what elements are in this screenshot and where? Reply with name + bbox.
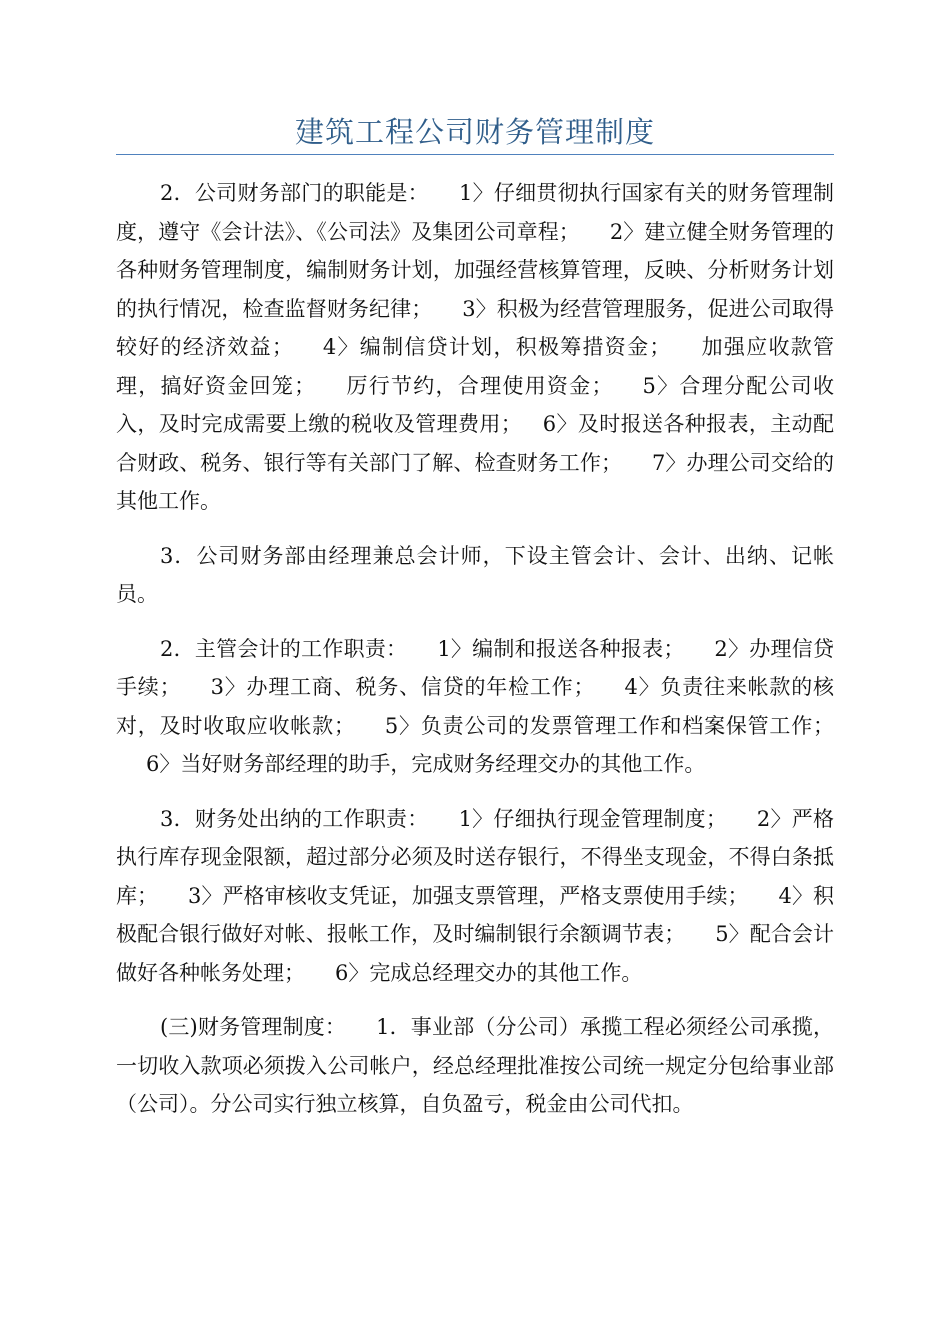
paragraph-finance-dept-functions bbox=[116, 174, 834, 521]
paragraph-lead: (三)财务管理制度： bbox=[160, 1015, 347, 1039]
paragraph-lead: 3．财务处出纳的工作职责： bbox=[160, 806, 429, 831]
list-item: 5〉配合会计做好各种帐务处理； bbox=[116, 922, 834, 985]
list-item: 2〉办理信贷手续； bbox=[116, 636, 834, 699]
list-item: 1〉编制和报送各种报表； bbox=[437, 636, 685, 661]
list-item: 1〉仔细执行现金管理制度； bbox=[458, 806, 727, 831]
list-item: 4〉积极配合银行做好对帐、报帐工作，及时编制银行余额调节表； bbox=[116, 883, 834, 946]
list-item: 5〉负责公司的发票管理工作和档案保管工作； bbox=[384, 713, 835, 738]
list-item: 4〉负责往来帐款的核对，及时收取应收帐款； bbox=[116, 675, 835, 738]
document-title: 建筑工程公司财务管理制度 bbox=[294, 115, 655, 149]
list-item: 6〉当好财务部经理的助手，完成财务经理交办的其他工作。 bbox=[146, 752, 706, 776]
title-underline bbox=[116, 154, 834, 155]
paragraph-cashier-duties bbox=[116, 800, 834, 993]
list-item: 6〉完成总经理交办的其他工作。 bbox=[335, 960, 643, 985]
list-item: 2〉建立健全财务管理的各种财务管理制度，编制财务计划，加强经营核算管理，反映、分析财务计划的执行情况，检查监督财务纪律； bbox=[116, 219, 834, 321]
paragraph-lead: 3．公司财务部由经理兼总会计师，下设主管会计、会计、出纳、记帐员。 bbox=[116, 543, 834, 606]
list-item: 1．事业部（分公司）承揽工程必须经公司承揽，一切收入款项必须拨入公司帐户，经总经理批准按公司统一规定分包给事业部（公司）。分公司实行独立核算，自负盈亏，税金由公司代扣。 bbox=[116, 1015, 835, 1116]
list-item: 7〉办理公司交给的其他工作。 bbox=[116, 450, 834, 513]
list-item: 1〉仔细贯彻执行国家有关的财务管理制度，遵守《会计法》、《公司法》及集团公司章程； bbox=[116, 181, 834, 244]
document-body bbox=[116, 174, 834, 1140]
list-item: 厉行节约，合理使用资金； bbox=[345, 373, 613, 398]
paragraph-finance-dept-structure bbox=[116, 537, 834, 614]
paragraph-lead: 2．公司财务部门的职能是： bbox=[160, 181, 429, 205]
list-item: 3〉办理工商、税务、信贷的年检工作； bbox=[210, 675, 595, 699]
list-item: 5〉合理分配公司收入，及时完成需要上缴的税收及管理费用； bbox=[116, 373, 835, 436]
list-item: 3〉严格审核收支凭证，加强支票管理，严格支票使用手续； bbox=[188, 883, 749, 908]
list-item: 3〉积极为经营管理服务，促进公司取得较好的经济效益； bbox=[116, 296, 835, 359]
paragraph-financial-management-rules bbox=[116, 1008, 834, 1124]
list-item: 6〉及时报送各种报表，主动配合财政、税务、银行等有关部门了解、检查财务工作； bbox=[116, 412, 834, 475]
paragraph-chief-accountant-duties bbox=[116, 630, 834, 784]
list-item: 2〉严格执行库存现金限额，超过部分必须及时送存银行，不得坐支现金，不得白条抵库； bbox=[116, 806, 834, 908]
list-item: 加强应收款管理，搞好资金回笼； bbox=[116, 335, 834, 398]
paragraph-lead: 2．主管会计的工作职责： bbox=[160, 636, 408, 661]
list-item: 4〉编制信贷计划，积极筹措资金； bbox=[322, 335, 671, 359]
